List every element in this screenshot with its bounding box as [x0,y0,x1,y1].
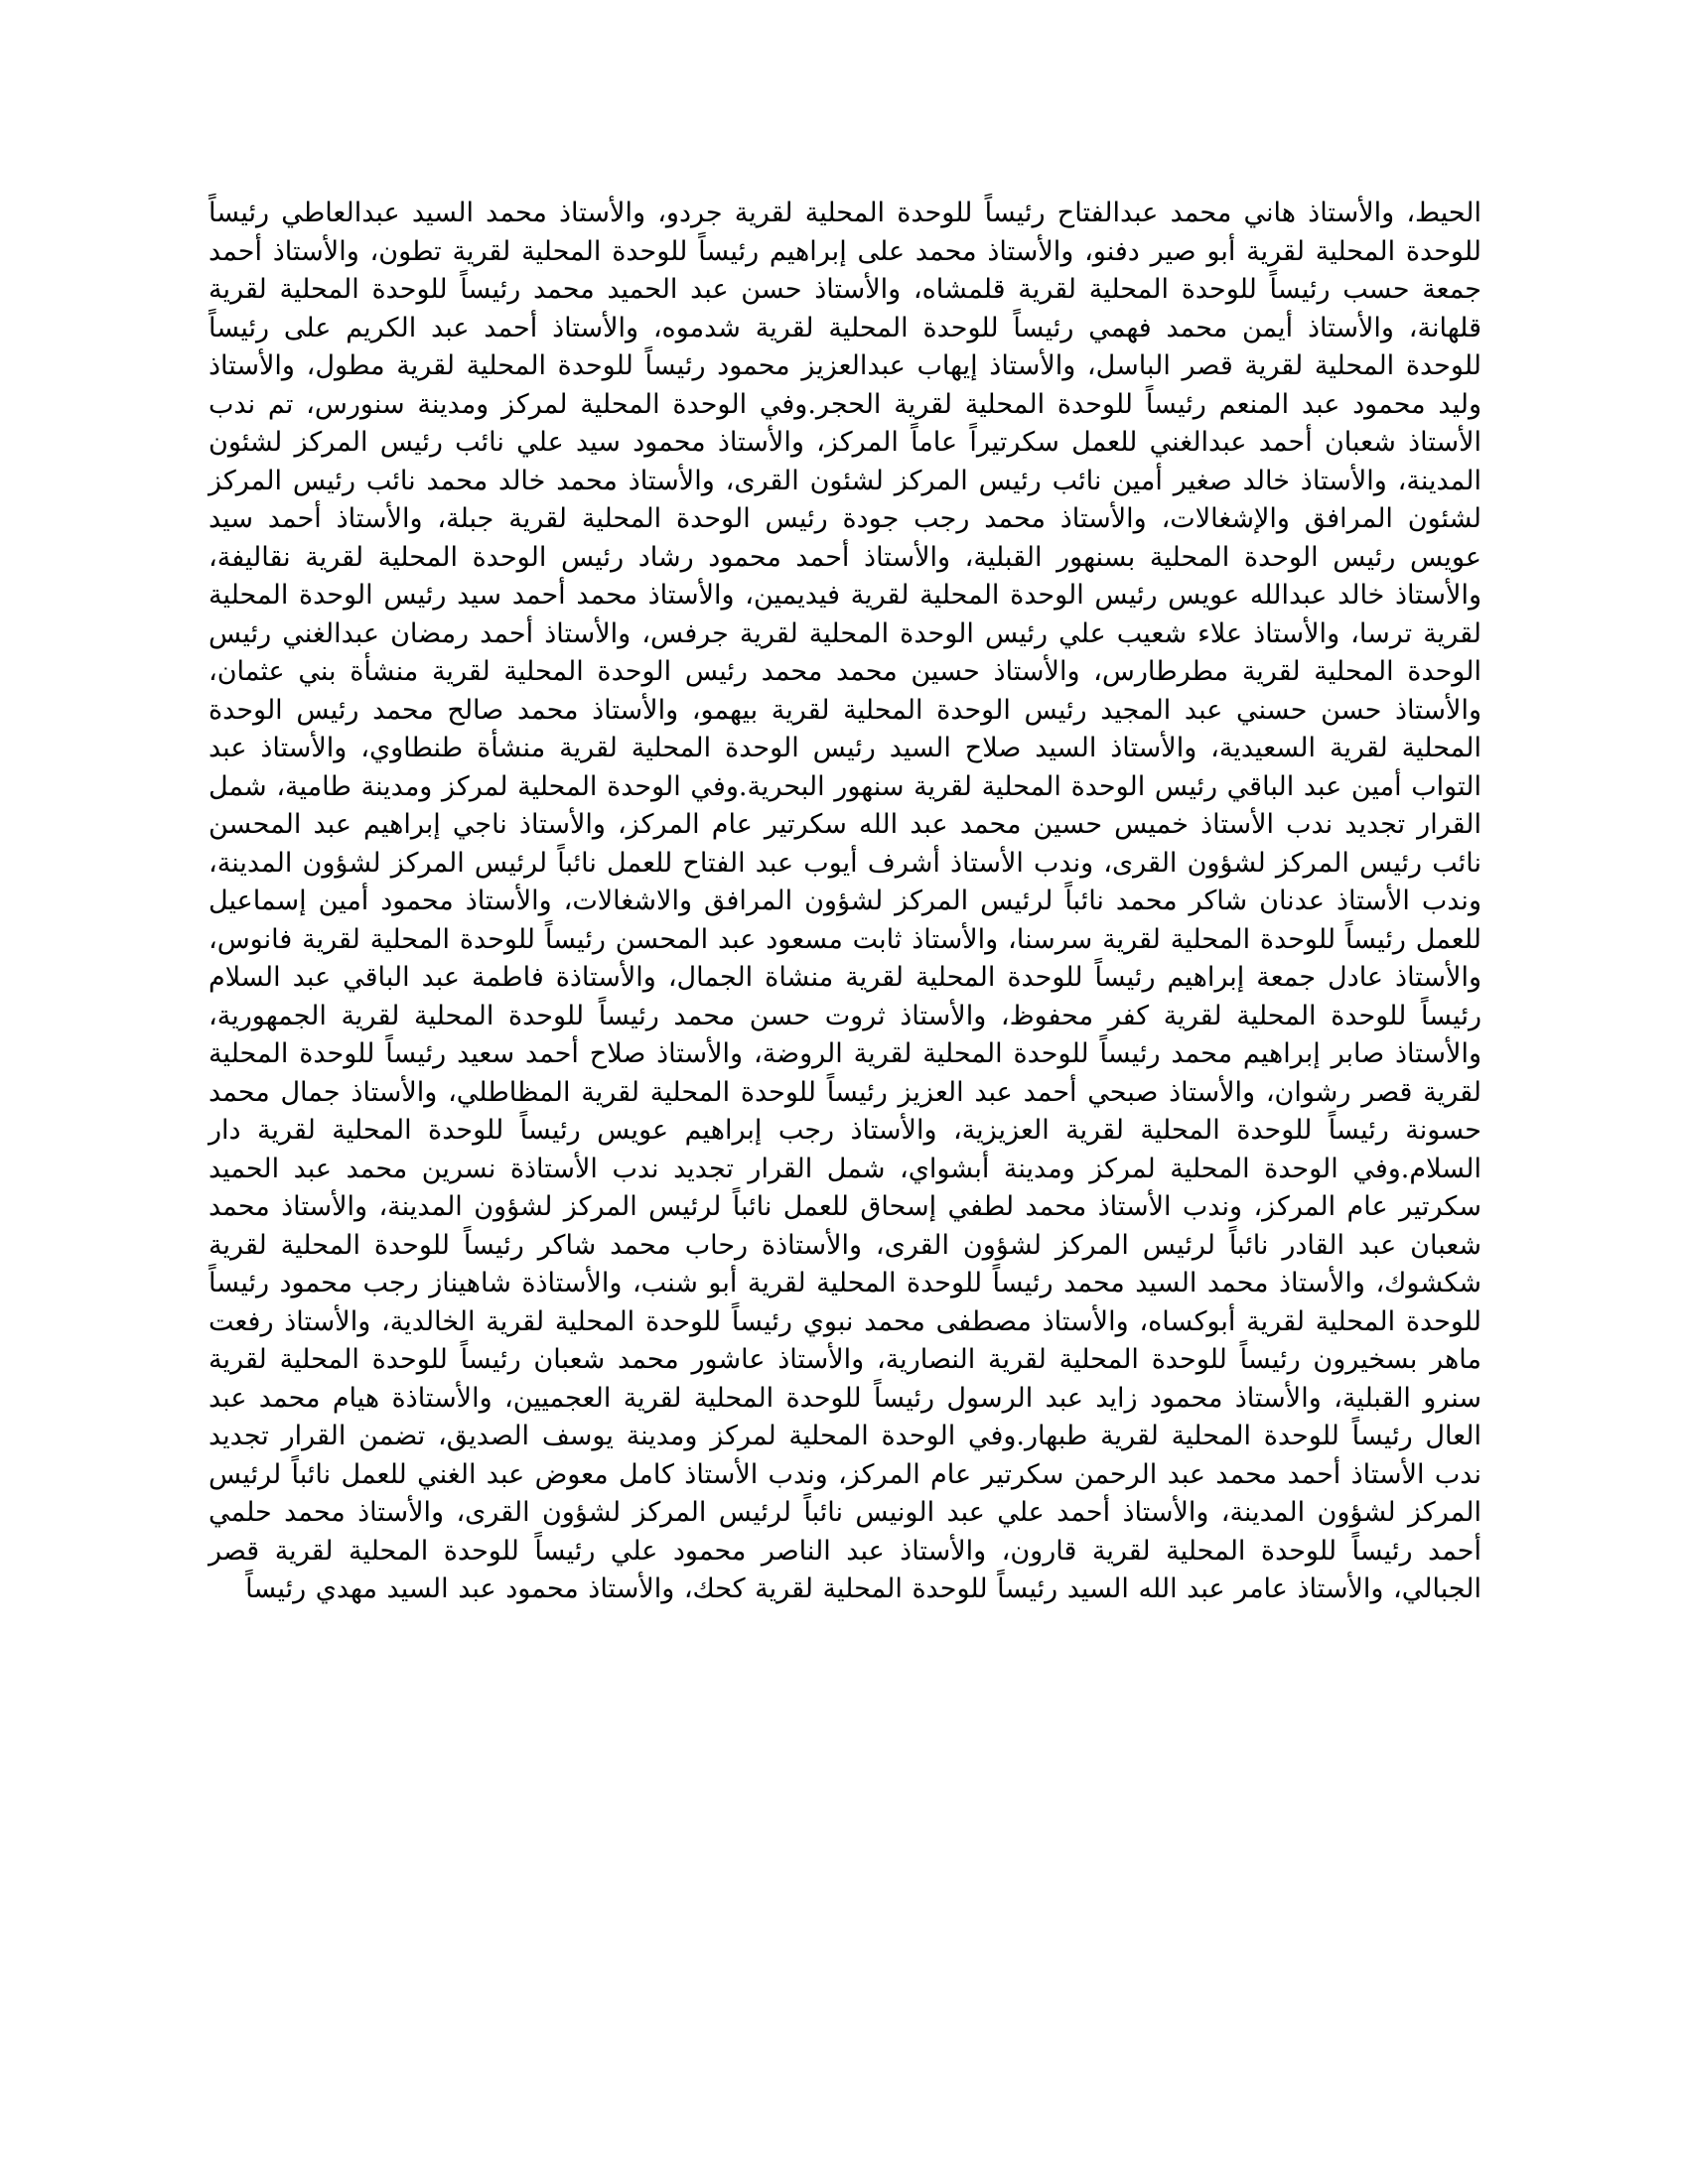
body-paragraph: الحيط، والأستاذ هاني محمد عبدالفتاح رئيساً للوحدة المحلية لقرية جردو، والأستاذ محمد السيد عبدالعاطي رئيساً للوحدة المحلية لقرية أبو صير دفنو، والأستاذ محمد على إبراهيم رئيساً للوحدة المحلية لقرية تطون، والأستاذ أحمد جمعة حسب رئيساً للوحدة المحلية لقرية قلمشاه، والأستاذ حسن عبد الحميد محمد رئيساً للوحدة المحلية لقرية قلهانة، والأستاذ أيمن محمد فهمي رئيساً للوحدة المحلية لقرية شدموه، والأستاذ أحمد عبد الكريم على رئيساً للوحدة المحلية لقرية قصر الباسل، والأستاذ إيهاب عبدالعزيز محمود رئيساً للوحدة المحلية لقرية مطول، والأستاذ وليد محمود عبد المنعم رئيساً للوحدة المحلية لقرية الحجر.وفي الوحدة المحلية لمركز ومدينة سنورس، تم ندب الأستاذ شعبان أحمد عبدالغني للعمل سكرتيراً عاماً المركز، والأستاذ محمود سيد علي نائب رئيس المركز لشئون المدينة، والأستاذ خالد صغير أمين نائب رئيس المركز لشئون القرى، والأستاذ محمد خالد محمد نائب رئيس المركز لشئون المرافق والإشغالات، والأستاذ محمد رجب جودة رئيس الوحدة المحلية لقرية جبلة، والأستاذ أحمد سيد عويس رئيس الوحدة المحلية بسنهور القبلية، والأستاذ أحمد محمود رشاد رئيس الوحدة المحلية لقرية نقاليفة، والأستاذ خالد عبدالله عويس رئيس الوحدة المحلية لقرية فيديمين، والأستاذ محمد أحمد سيد رئيس الوحدة المحلية لقرية ترسا، والأستاذ علاء شعيب علي رئيس الوحدة المحلية لقرية جرفس، والأستاذ أحمد رمضان عبدالغني رئيس الوحدة المحلية لقرية مطرطارس، والأستاذ حسين محمد محمد رئيس الوحدة المحلية لقرية منشأة بني عثمان، والأستاذ حسن حسني عبد المجيد رئيس الوحدة المحلية لقرية بيهمو، والأستاذ محمد صالح محمد رئيس الوحدة المحلية لقرية السعيدية، والأستاذ السيد صلاح السيد رئيس الوحدة المحلية لقرية منشأة طنطاوي، والأستاذ عبد التواب أمين عبد الباقي رئيس الوحدة المحلية لقرية سنهور البحرية.وفي الوحدة المحلية لمركز ومدينة طامية، شمل القرار تجديد ندب الأستاذ خميس حسين محمد عبد الله سكرتير عام المركز، والأستاذ ناجي إبراهيم عبد المحسن نائب رئيس المركز لشؤون القرى، وندب الأستاذ أشرف أيوب عبد الفتاح للعمل نائباً لرئيس المركز لشؤون المدينة، وندب الأستاذ عدنان شاكر محمد نائباً لرئيس المركز لشؤون المرافق والاشغالات، والأستاذ محمود أمين إسماعيل للعمل رئيساً للوحدة المحلية لقرية سرسنا، والأستاذ ثابت مسعود عبد المحسن رئيساً للوحدة المحلية لقرية فانوس، والأستاذ عادل جمعة إبراهيم رئيساً للوحدة المحلية لقرية منشاة الجمال، والأستاذة فاطمة عبد الباقي عبد السلام رئيساً للوحدة المحلية لقرية كفر محفوظ، والأستاذ ثروت حسن محمد رئيساً للوحدة المحلية لقرية الجمهورية، والأستاذ صابر إبراهيم محمد رئيساً للوحدة المحلية لقرية الروضة، والأستاذ صلاح أحمد سعيد رئيساً للوحدة المحلية لقرية قصر رشوان، والأستاذ صبحي أحمد عبد العزيز رئيساً للوحدة المحلية لقرية المظاطلي، والأستاذ جمال محمد حسونة رئيساً للوحدة المحلية لقرية العزيزية، والأستاذ رجب إبراهيم عويس رئيساً للوحدة المحلية لقرية دار السلام.وفي الوحدة المحلية لمركز ومدينة أبشواي، شمل القرار تجديد ندب الأستاذة نسرين محمد عبد الحميد سكرتير عام المركز، وندب الأستاذ محمد لطفي إسحاق للعمل نائباً لرئيس المركز لشؤون المدينة، والأستاذ محمد شعبان عبد القادر نائباً لرئيس المركز لشؤون القرى، والأستاذة رحاب محمد شاكر رئيساً للوحدة المحلية لقرية شكشوك، والأستاذ محمد السيد محمد رئيساً للوحدة المحلية لقرية أبو شنب، والأستاذة شاهيناز رجب محمود رئيساً للوحدة المحلية لقرية أبوكساه، والأستاذ مصطفى محمد نبوي رئيساً للوحدة المحلية لقرية الخالدية، والأستاذ رفعت ماهر بسخيرون رئيساً للوحدة المحلية لقرية النصارية، والأستاذ عاشور محمد شعبان رئيساً للوحدة المحلية لقرية سنرو القبلية، والأستاذ محمود زايد عبد الرسول رئيساً للوحدة المحلية لقرية العجميين، والأستاذة هيام محمد عبد العال رئيساً للوحدة المحلية لقرية طبهار.وفي الوحدة المحلية لمركز ومدينة يوسف الصديق، تضمن القرار تجديد ندب الأستاذ أحمد محمد عبد الرحمن سكرتير عام المركز، وندب الأستاذ كامل معوض عبد الغني للعمل نائباً لرئيس المركز لشؤون المدينة، والأستاذ أحمد علي عبد الونيس نائباً لرئيس المركز لشؤون القرى، والأستاذ محمد حلمي أحمد رئيساً للوحدة المحلية لقرية قارون، والأستاذ عبد الناصر محمود علي رئيساً للوحدة المحلية لقرية قصر الجبالي، والأستاذ عامر عبد الله السيد رئيساً للوحدة المحلية لقرية كحك، والأستاذ محمود عبد السيد مهدي رئيساً [209,198,1481,1604]
